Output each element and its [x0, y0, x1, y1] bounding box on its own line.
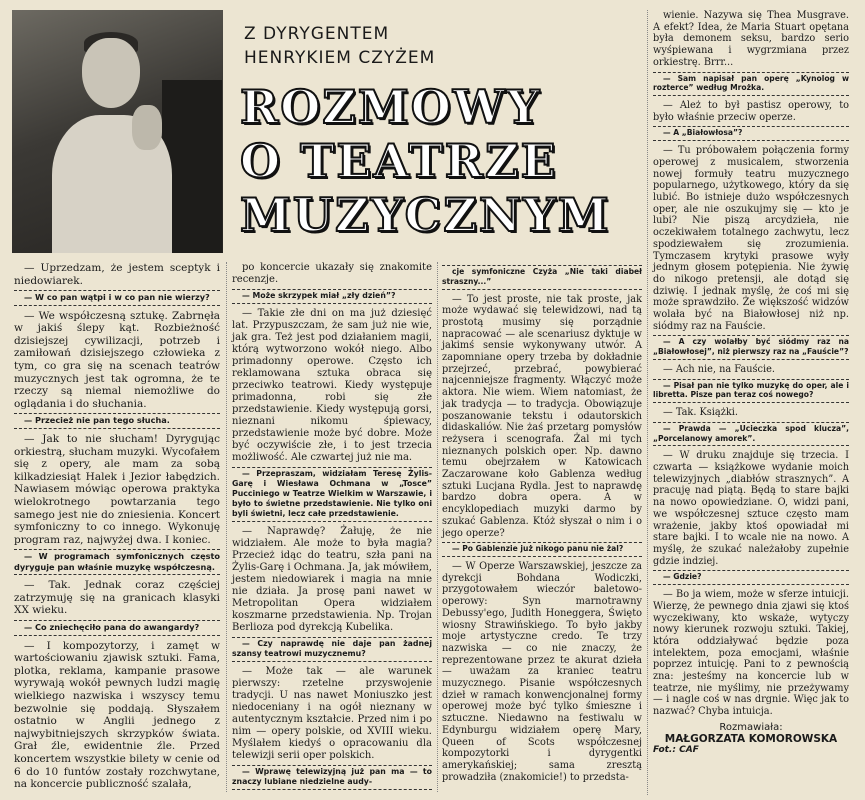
- interview-answer: — I kompozytorzy, i zamęt w wartościowaniu zjawisk sztuki. Fama, plotka, reklama, kampanie prasowe wyrywają wokół pewnych ludzi magię wielkiego nazwiska i wszyscy temu bezwolnie się poddają. Słyszałem ostatnio w Anglii jednego z najwybitniejszych skrzypków świata. Grał źle, ewidentnie źle. Przed koncertem wszystkie bilety w cenie od 6 do 10 funtów zostały rozchwytane, na koncercie publiczność szalała,: [14, 639, 220, 791]
- interview-answer: wienie. Nazywa się Thea Musgrave. A efekt? Idea, że Maria Stuart opętana była demonem seksu, bardzo serio wyśpiewana i wygrzmiana przez orkiestrę. Brrr...: [653, 10, 849, 68]
- text-column-1: [14, 262, 220, 793]
- interview-question: — A „Białowłosa”?: [653, 126, 849, 141]
- interview-question: — Pisał pan nie tylko muzykę do oper, ale i libretta. Pisze pan teraz coś nowego?: [653, 379, 849, 404]
- interview-question: — W co pan wątpi i w co pan nie wierzy?: [14, 290, 220, 306]
- interview-answer: — Tak. Jednak coraz częściej zatrzymuję się na granicach klasyki XX wieku.: [14, 579, 220, 617]
- text-column-3: [442, 262, 642, 785]
- interview-answer: — Ależ to był pastisz operowy, to było właśnie przeciw operze.: [653, 100, 849, 123]
- text-column-4: [653, 10, 849, 757]
- interview-answer: — Może tak — ale warunek pierwszy: rzetelne przyswojenie tradycji. U nas nawet Moniuszko jest niedoceniany i na ogół nieznany w autentycznym kształcie. Przed nim i po nim — opery polskie, od XVIII wieku. Myślałem kiedyś o opracowaniu dla telewizji serii oper polskich.: [232, 666, 432, 761]
- interview-answer: — Takie złe dni on ma już dziesięć lat. Przypuszczam, że sam już nie wie, jak gra. Też jest pod działaniem magii, którą wytworzono wokół niego. Albo primadonny operowe. Często ich reklamowana sztuka obraca się przeciwko teatrowi. Kiedy występuje primadonna, robi się złe przedstawienie. Kiedy występują gorsi, nieznani nikomu śpiewacy, przedstawienie może być dobre. Może być oczywiście złe, i to jest trzecia możliwość. Ale czwartej już nie ma.: [232, 308, 432, 463]
- interview-question: — Wprawę telewizyjną już pan ma — to znaczy lubiane niedzielne audy-: [232, 765, 432, 790]
- interview-answer: — To jest proste, nie tak proste, jak może wydawać się telewidzowi, nad tą prostotą musimy się porządnie napracować — ale scenariusz dyktuje w jakimś sensie wykonywany utwór. A zapomniane opery trzeba by dokładnie przejrzeć, przebrać, powybierać najcenniejsze fragmenty. Włączyć może aktora. Nie wiem. Wiem natomiast, że jak tradycja — to tradycja. Obowiązuje poszanowanie tekstu i odautorskich didaskaliów. Nie żaś przetarg pomysłów reżysera i scenografa. Żal mi tych nieznanych polskich oper. Np. dawno temu obejrzałem w Katowicach Zaczarowane koło Gablenza według sztuki Lucjana Rydla. Jest to naprawdę bardzo dobra opera. A w encyklopediach muzyki darmo by szukać Gablenza. Któż słyszał o nim i o jego operze?: [442, 293, 642, 539]
- interview-answer: — Tak. Książki.: [663, 407, 738, 419]
- interview-answer: — Uprzedzam, że jestem sceptyk i niedowiarek.: [14, 262, 220, 287]
- column-rule-3: [647, 10, 649, 795]
- interview-answer: — Ach nie, na Fauście.: [663, 363, 775, 375]
- column-rule-2: [437, 262, 439, 792]
- headline: [240, 80, 620, 242]
- interview-answer: po koncercie ukazały się znakomite recenzje.: [232, 262, 432, 285]
- interview-question: — Prawda — „Ucieczka spod klucza”, „Porcelanowy amorek”.: [653, 422, 849, 447]
- interview-question: — Po Gablenzie już nikogo panu nie żal?: [442, 542, 642, 557]
- byline-label: Rozmawiała:: [719, 721, 783, 733]
- interview-question: — A czy wolałby być siódmy raz na „Białowłosej”, niż pierwszy raz na „Fauście”?: [653, 335, 849, 360]
- interview-question: — Czy naprawdę nie daje pan żadnej szansy teatrowi muzycznemu?: [232, 637, 432, 662]
- interview-answer: — Bo ja wiem, może w sferze intuicji. Wierzę, że pewnego dnia zjawi się ktoś wyczekiwany, kto wskaże, wytyczy nowy kierunek rozwoju sztuki. Takiej, która oddziaływać będzie poza intelektem, poza emocjami, właśnie poprzez intuicję. Pani to z pewnością zna: jesteśmy na koncercie lub w teatrze, nie myślimy, nie przeżywamy — i nagle coś w nas drgnie. Więc jak to nazwać? Chyba intuicja.: [653, 589, 849, 718]
- interview-question: — Sam napisał pan operę „Kynolog w rozterce” według Mrożka.: [653, 72, 849, 97]
- column-rule-1: [226, 262, 228, 792]
- text-column-2: [232, 262, 432, 794]
- interview-question: — Może skrzypek miał „zły dzień”?: [232, 289, 432, 304]
- interview-answer: — Tu próbowałem połączenia formy operowej z musicalem, stworzenia nowej formuły teatru muzycznego popularnego, użytkowego, który da się lubić. Bo istnieje dużo współczesnych oper, ale nie oszukujmy się — kto je lubi? Nie piszą arcydzieła, nie oczekiwałem totalnego zachwytu, lecz spodziewałem się zrozumienia. Tymczasem krytyki prasowe wyły jednym głosem potępienia. Nie żywię do nikogo pretensji, ale dotąd się dziwię. I jednak myślę, że coś mi się może sprawdziło. Że większość widzów wolała być na Białowłosej niż np. siódmy raz na Fauście.: [653, 145, 849, 332]
- byline: [653, 722, 849, 745]
- interview-answer: — W Operze Warszawskiej, jeszcze za dyrekcji Bohdana Wodiczki, przygotowałem wieczór baletowo-operowy: Syn marnotrawny Debussy'ego, Judith Honeggera, Święto wiosny Strawińskiego. To było jakby moje artystyczne credo. Te trzy nazwiska — co nie znaczy, że reprezentowane przez te akurat dzieła — uważam za kraniec teatru muzycznego. Pisanie współczesnych dzieł w ramach konwencjonalnej formy operowej może być tylko śmieszne i sztuczne. Niedawno na festiwalu w Edynburgu widziałem operę Mary, Queen of Scots współczesnej kompozytorki i dyrygentki amerykańskiej; sama zresztą prowadziła (znakomicie!) to przedsta-: [442, 561, 642, 783]
- interview-answer: — We współczesną sztukę. Zabrnęła w jakiś ślepy kąt. Rozbieżność dzisiejszej cywilizacji, potrzeb i zamiłowań dzisiejszego człowieka z tym, co gra się na scenach teatrów muzycznych jest tak ogromna, że te rzeczy są niemal niemożliwe do oglądania i do słuchania.: [14, 309, 220, 410]
- interview-question: cje symfoniczne Czyża „Nie taki diabeł straszny...”: [442, 265, 642, 290]
- figure-hand: [132, 105, 162, 150]
- interview-question: — Gdzie?: [653, 570, 849, 585]
- interview-answer: — Jak to nie słucham! Dyrygując orkiestrą, słucham muzyki. Wycofałem się z opery, ale mam za sobą kilkadziesiąt Halek i Jezior łabędzich. Nawiasem mówiąc operowa praktyka wielokrotnego powtarzania tego samego jest nie do zniesienia. Koncert symfoniczny to co innego. Wykonuję program raz, najwyżej dwa. I koniec.: [14, 432, 220, 546]
- kicker-line-1: Z DYRYGENTEM: [244, 24, 390, 44]
- photo-credit: Fot.: CAF: [653, 745, 699, 756]
- headline-line-3: MUZYCZNYM: [240, 188, 611, 242]
- byline-name: MAŁGORZATA KOMOROWSKA: [664, 732, 838, 745]
- headline-line-2: O TEATRZE: [240, 134, 558, 188]
- interview-answer: — Naprawdę? Żałuję, że nie widziałem. Ale może to była magia? Przecież idąc do teatru, szła pani na Żylis-Garę i Ochmana. Ja, jak mówiłem, jestem niedowiarek i magia na mnie nie działa. Ja prosę pani nawet w Metropolitan Opera widziałem koszmarne przedstawienia. Np. Trojan Berlioza pod dyrekcją Kubelika.: [232, 526, 432, 633]
- kicker: [244, 22, 474, 70]
- interview-question: — Przepraszam, widziałam Teresę Żylis-Garę i Wiesława Ochmana w „Tosce” Pucciniego w Teatrze Wielkim w Warszawie, i było to świetne przedstawienie. Nie tylko oni byli świetni, lecz całe przedstawienie.: [232, 467, 432, 522]
- kicker-line-2: HENRYKIEM CZYŻEM: [244, 48, 436, 68]
- interview-question: — Przecież nie pan tego słucha.: [14, 413, 220, 429]
- interview-question: — Co zniechęciło pana do awangardy?: [14, 620, 220, 636]
- portrait-photo: [12, 10, 223, 253]
- figure-head: [82, 38, 140, 108]
- headline-line-1: ROZMOWY: [240, 80, 542, 134]
- interview-question: — W programach symfonicznych często dyryguje pan właśnie muzykę współczesną.: [14, 549, 220, 575]
- interview-answer: — W druku znajduje się trzecia. I czwarta — książkowe wydanie moich telewizyjnych „diabłów strasznych”. A pracuję nad piątą. Będą to stare bajki na nowo opowiedziane. O, widzi pani, we współczesnej sztuce często mam wrażenie, jakby ktoś opowiadał mi stare bajki. I to wcale nie na nowo. A myślę, że szukać należałoby zupełnie gdzie indziej.: [653, 450, 849, 567]
